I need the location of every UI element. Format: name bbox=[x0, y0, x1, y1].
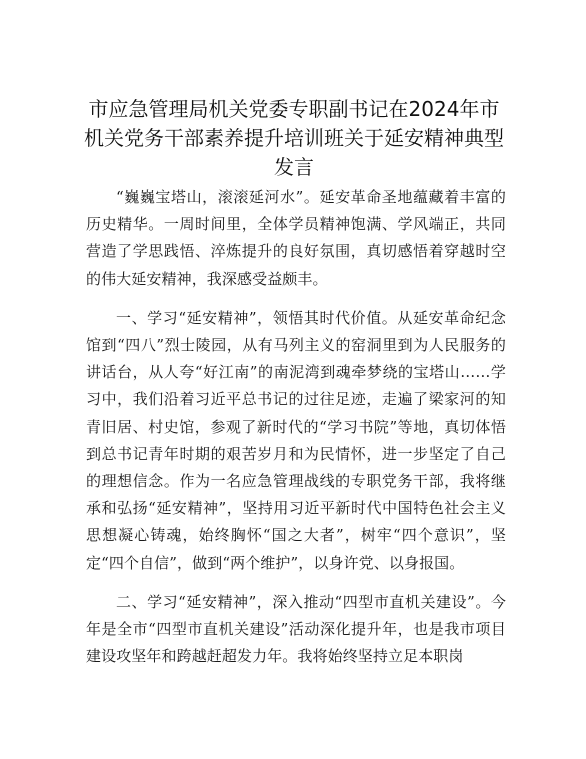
document-body bbox=[86, 184, 506, 682]
paragraph-intro: “巍巍宝塔山，滚滚延河水”。延安革命圣地蕴藏着丰富的历史精华。一周时间里，全体学员精神饱满、学风端正，共同营造了学思践悟、淬炼提升的良好氛围，真切感悟着穿越时空的伟大延安精神，我深感受益颇丰。 bbox=[86, 188, 506, 288]
paragraph-section-two: 二、学习“延安精神”，深入推动“四型市直机关建设”。今年是全市“四型市直机关建设”活动深化提升年，也是我市项目建设攻坚年和跨越赶超发力年。我将始终坚持立足本职岗 bbox=[86, 592, 506, 666]
document-title: 市应急管理局机关党委专职副书记在2024年市机关党务干部素养提升培训班关于延安精神典型发言 bbox=[84, 97, 504, 179]
paragraph-section-one: 一、学习“延安精神”，领悟其时代价值。从延安革命纪念馆到“四八”烈士陵园，从有马列主义的窑洞里到为人民服务的讲话台，从人夸“好江南”的南泥湾到魂牵梦绕的宝塔山……学习中，我们沿着习近平总书记的过往足迹，走遍了梁家河的知青旧居、村史馆，参观了新时代的“学习书院”等地，真切体悟到总书记青年时期的艰苦岁月和为民情怀，进一步坚定了自己的理想信念。作为一名应急管理战线的专职党务干部，我将继承和弘扬“延安精神”，坚持用习近平新时代中国特色社会主义思想凝心铸魂，始终胸怀“国之大者”，树牢“四个意识”，坚定“四个自信”，做到“两个维护”，以身许党、以身报国。 bbox=[86, 308, 506, 572]
